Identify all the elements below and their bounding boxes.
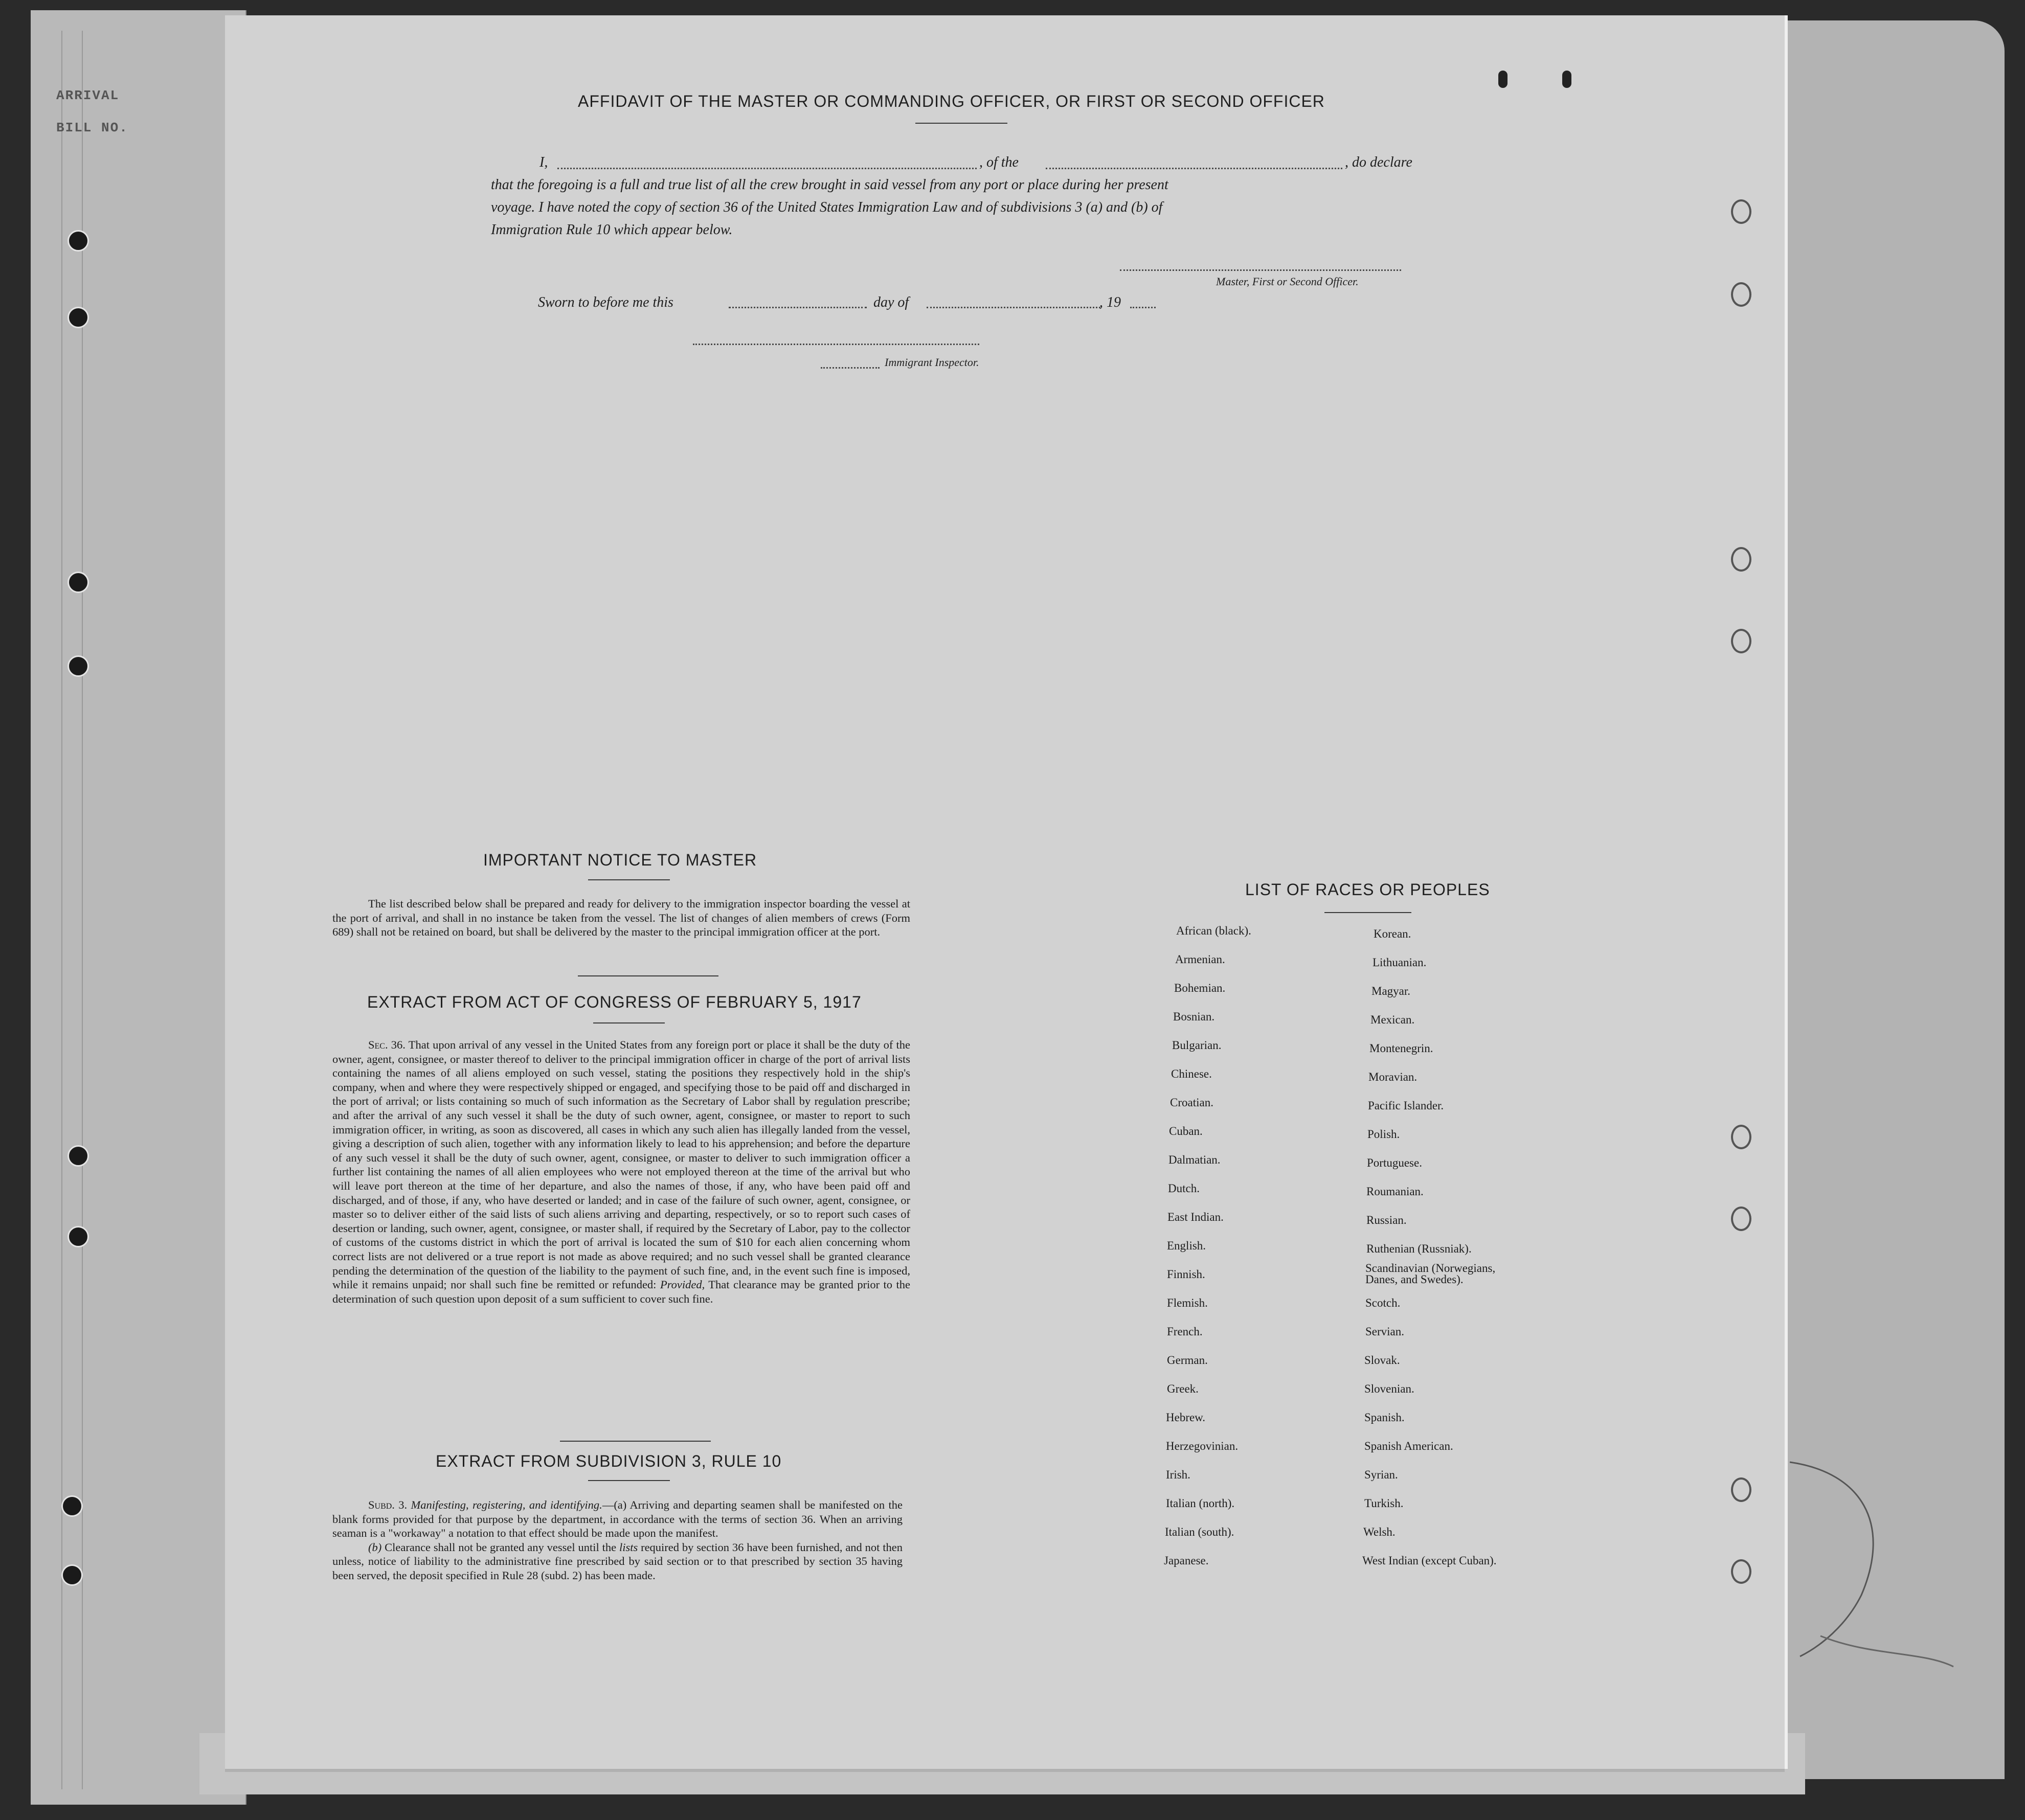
binder-hole [68,1145,89,1167]
section-divider [578,975,718,976]
affidavit-declare: , do declare [1345,154,1412,170]
pin [1562,71,1571,88]
races-title: LIST OF RACES OR PEOPLES [1245,880,1490,899]
master-signature-blank[interactable] [1120,269,1401,271]
race-item: Lithuanian. [1372,956,1427,969]
binder-hole [68,655,89,677]
affidavit-line-2: that the foregoing is a full and true list of all the crew brought in said vessel from any port or place during her present [491,177,1168,193]
race-item: Bosnian. [1173,1010,1215,1023]
stamp-arrival: ARRIVAL [56,88,120,103]
affidavit-i: I, [539,154,548,170]
vessel-name-blank[interactable] [1046,168,1342,169]
master-name-blank[interactable] [557,168,977,169]
race-item: Italian (north). [1166,1497,1235,1510]
race-item: Hebrew. [1166,1411,1206,1424]
race-item: Roumanian. [1366,1185,1424,1198]
race-item: African (black). [1176,924,1251,937]
binder-hole [1731,1125,1751,1149]
race-item: Slovenian. [1364,1382,1414,1395]
binder-hole [1731,629,1751,653]
race-item: Dutch. [1168,1182,1200,1195]
binder-hole [1731,199,1751,224]
rule-text: Subd. 3. Manifesting, registering, and identifying.—(a) Arriving and departing seamen shall be manifested on the blank forms provided for that purpose by the department, in accordance with the terms of section 36. When an arriving seaman is a "workaway" a notation to that effect should be made upon the manifest. (b) Clearance shall not be granted any vessel until the lists required by section 36 have been furnished, and not then unless, notice of liability to the administrative fine prescribed by said section or to that prescribed by section 35 having been served, the deposit specified in Rule 28 (subd. 2) has been made. [332,1498,903,1582]
race-item: Scandinavian (Norwegians, Danes, and Swedes). [1365,1262,1496,1286]
master-caption: Master, First or Second Officer. [1216,275,1359,288]
affidavit-line-4: Immigration Rule 10 which appear below. [491,222,733,238]
notice-text: The list described below shall be prepared and ready for delivery to the immigration inspector boarding the vessel at the port of arrival, and shall in no instance be taken from the vessel. The list of changes of alien members of crews (Form 689) shall not be retained on board, but shall be delivered by the master to the principal immigration officer at the port. [332,897,910,939]
section-divider [560,1441,711,1442]
race-item: Montenegrin. [1369,1042,1433,1055]
race-item: Bohemian. [1174,982,1226,994]
race-item: English. [1167,1239,1206,1252]
race-item: Slovak. [1364,1354,1400,1367]
ink-curve [1759,1442,2015,1677]
binder-hole [1731,1559,1751,1584]
race-item: Italian (south). [1165,1526,1234,1538]
race-item: Mexican. [1370,1013,1415,1026]
race-item: Dalmatian. [1168,1153,1221,1166]
ruled-margin-line [82,31,83,1789]
affidavit-line-3: voyage. I have noted the copy of section 36 of the United States Immigration Law and of subdivisions 3 (a) and (b) of [491,199,1163,215]
race-item: Turkish. [1364,1497,1404,1510]
race-item: Portuguese. [1367,1156,1422,1169]
affidavit-of-the: , of the [979,154,1019,170]
race-item: Servian. [1365,1325,1405,1338]
race-item: Russian. [1366,1214,1407,1226]
race-item: East Indian. [1167,1211,1224,1223]
race-item: Chinese. [1171,1067,1212,1080]
race-item: Welsh. [1363,1526,1396,1538]
binder-hole [1731,282,1751,307]
binder-hole [61,1495,83,1517]
race-item: Flemish. [1167,1296,1208,1309]
sworn-month-blank[interactable] [927,307,1100,308]
inspector-dots [821,367,880,369]
act-text: Sec. 36. That upon arrival of any vessel in the United States from any foreign port or place it shall be the duty of the owner, agent, consignee, or master thereof to deliver to the principal immigration officer in charge of the port of arrival lists containing the names of all aliens employed on such vessel, stating the positions they respectively hold in the ship's company, when and where they were respectively shipped or engaged, and specifying those to be paid off and discharged in the port of arrival; or lists containing so much of such information as the Secretary of Labor shall by regulation prescribe; and after the arrival of any such vessel it shall be the duty of such owner, agent, consignee, or master to report to such immigration officer, in writing, as soon as discovered, all cases in which any such alien has illegally landed from the vessel, giving a description of such alien, together with any information likely to lead to his apprehension; and before the departure of any such vessel it shall be the duty of such owner, agent, consignee, or master to deliver to such immigration officer a further list containing the names of all alien employees who were not employed thereon at the time of the arrival but who will leave port thereon at the time of her departure, and also the names of those, if any, who have been paid off and discharged, and of those, if any, who have deserted or landed; and in case of the failure of such owner, agent, consignee, or master so to deliver either of the said lists of such aliens arriving and departing, respectively, or so to report such cases of desertion or landing, such owner, agent, consignee, or master shall, if required by the Secretary of Labor, pay to the collector of customs of the customs district in which the port of arrival is located the sum of $10 for each alien concerning whom correct lists are not delivered or a true report is not made as above required; and no such vessel shall be granted clearance pending the determination of the question of the liability to the payment of such fine, and, in the event such fine is imposed, while it remains unpaid; nor shall such fine be remitted or refunded: Provided, That clearance may be granted prior to the determination of such question upon deposit of a sum sufficient to cover such fine. [332,1038,911,1305]
race-item: Cuban. [1169,1125,1203,1138]
day-of-label: day of [873,294,909,310]
race-item: Scotch. [1365,1296,1401,1309]
background-page-left [31,10,246,1805]
race-item: Polish. [1367,1128,1400,1141]
race-item: Syrian. [1364,1468,1398,1481]
race-item: Korean. [1374,927,1411,940]
binder-hole [1731,1207,1751,1231]
sworn-label: Sworn to before me this [538,294,673,310]
race-item: Magyar. [1371,985,1411,997]
race-item: Finnish. [1167,1268,1205,1281]
race-item: Spanish American. [1364,1440,1453,1452]
stamp-bill-no: BILL NO. [56,120,128,135]
sworn-day-blank[interactable] [729,307,867,308]
race-item: Irish. [1166,1468,1190,1481]
binder-hole [1731,547,1751,572]
inspector-signature-blank[interactable] [693,344,979,345]
sworn-year-blank[interactable] [1130,307,1156,308]
pin [1498,71,1508,88]
binder-hole [61,1564,83,1586]
race-item: German. [1167,1354,1208,1367]
title-underline [588,1480,670,1481]
year-label: , 19 [1099,294,1121,310]
affidavit-title: AFFIDAVIT OF THE MASTER OR COMMANDING OFFICER, OR FIRST OR SECOND OFFICER [578,92,1325,110]
ruled-margin-line [61,31,62,1789]
section-label: Sec. 36. [368,1038,406,1051]
race-item: French. [1167,1325,1203,1338]
race-item: Armenian. [1175,953,1225,966]
race-item: West Indian (except Cuban). [1362,1554,1497,1567]
binder-hole [68,1226,89,1247]
binder-hole [1731,1477,1751,1502]
race-item: Croatian. [1170,1096,1213,1109]
title-underline [588,879,670,880]
race-item: Spanish. [1364,1411,1405,1424]
inspector-caption: Immigrant Inspector. [885,356,979,369]
race-item: Ruthenian (Russniak). [1366,1242,1472,1255]
race-item: Moravian. [1368,1071,1418,1083]
binder-hole [68,230,89,252]
title-underline [593,1022,665,1023]
title-underline [915,123,1007,124]
race-item: Herzegovinian. [1166,1440,1239,1452]
race-item: Pacific Islander. [1368,1099,1444,1112]
act-title: EXTRACT FROM ACT OF CONGRESS OF FEBRUARY 5, 1917 [367,993,862,1011]
binder-hole [68,572,89,593]
binder-hole [68,307,89,328]
notice-title: IMPORTANT NOTICE TO MASTER [483,851,757,869]
race-item: Bulgarian. [1172,1039,1222,1052]
race-item: Japanese. [1164,1554,1209,1567]
race-item: Greek. [1167,1382,1199,1395]
rule-title: EXTRACT FROM SUBDIVISION 3, RULE 10 [436,1452,782,1470]
title-underline [1324,912,1411,913]
